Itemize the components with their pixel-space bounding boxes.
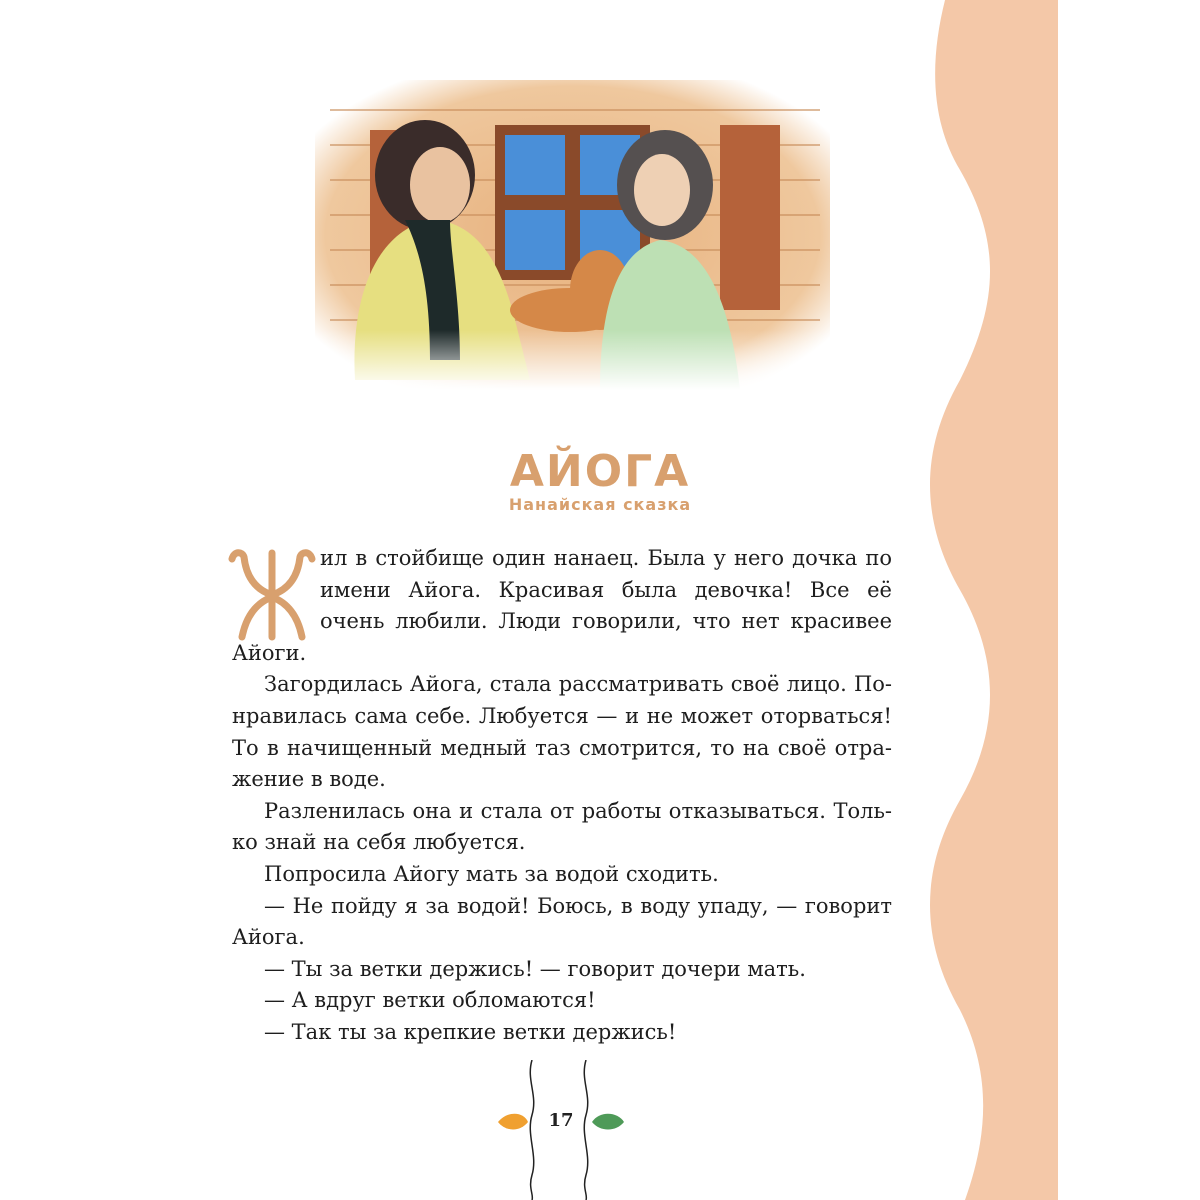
text-line: То в начищенный медный таз смотрится, то на своё отра- — [232, 735, 892, 760]
text-line: очень любили. Люди говорили, что нет красивее — [320, 609, 892, 634]
text-line: имени Айога. Красивая была девочка! Все её — [320, 577, 892, 602]
text-line: ил в стойбище один нанаец. Была у него дочка по — [320, 546, 892, 570]
vine-right-icon — [584, 1060, 587, 1200]
story-subtitle: Нанайская сказка — [508, 495, 692, 514]
text-line: Загордилась Айога, стала рассматривать своё лицо. По- — [264, 672, 892, 697]
text-line: нравилась сама себе. Любуется — и не может оторваться! — [232, 703, 892, 728]
text-line: Попросила Айогу мать за водой сходить. — [264, 861, 719, 886]
text-line: — Так ты за крепкие ветки держись! — [264, 1019, 677, 1044]
page-number: 17 — [548, 1110, 574, 1131]
text-line: Айоги. — [232, 640, 307, 665]
text-line: — А вдруг ветки обломаются! — [264, 988, 596, 1013]
text-line: жение в воде. — [232, 767, 386, 792]
text-line: Разленилась она и стала от работы отказываться. Толь- — [264, 798, 892, 823]
text-line: Айога. — [232, 925, 305, 950]
story-text — [232, 543, 892, 1049]
text-line: — Не пойду я за водой! Боюсь, в воду упаду, — говорит — [264, 893, 892, 918]
story-title: АЙОГА — [509, 446, 691, 497]
text-line: — Ты за ветки держись! — говорит дочери мать. — [264, 956, 806, 981]
orange-leaf-icon — [498, 1114, 528, 1130]
story-illustration — [300, 70, 845, 400]
text-line: ко знай на себя любуется. — [232, 830, 526, 855]
green-leaf-icon — [592, 1114, 624, 1130]
vine-left-icon — [530, 1060, 533, 1200]
